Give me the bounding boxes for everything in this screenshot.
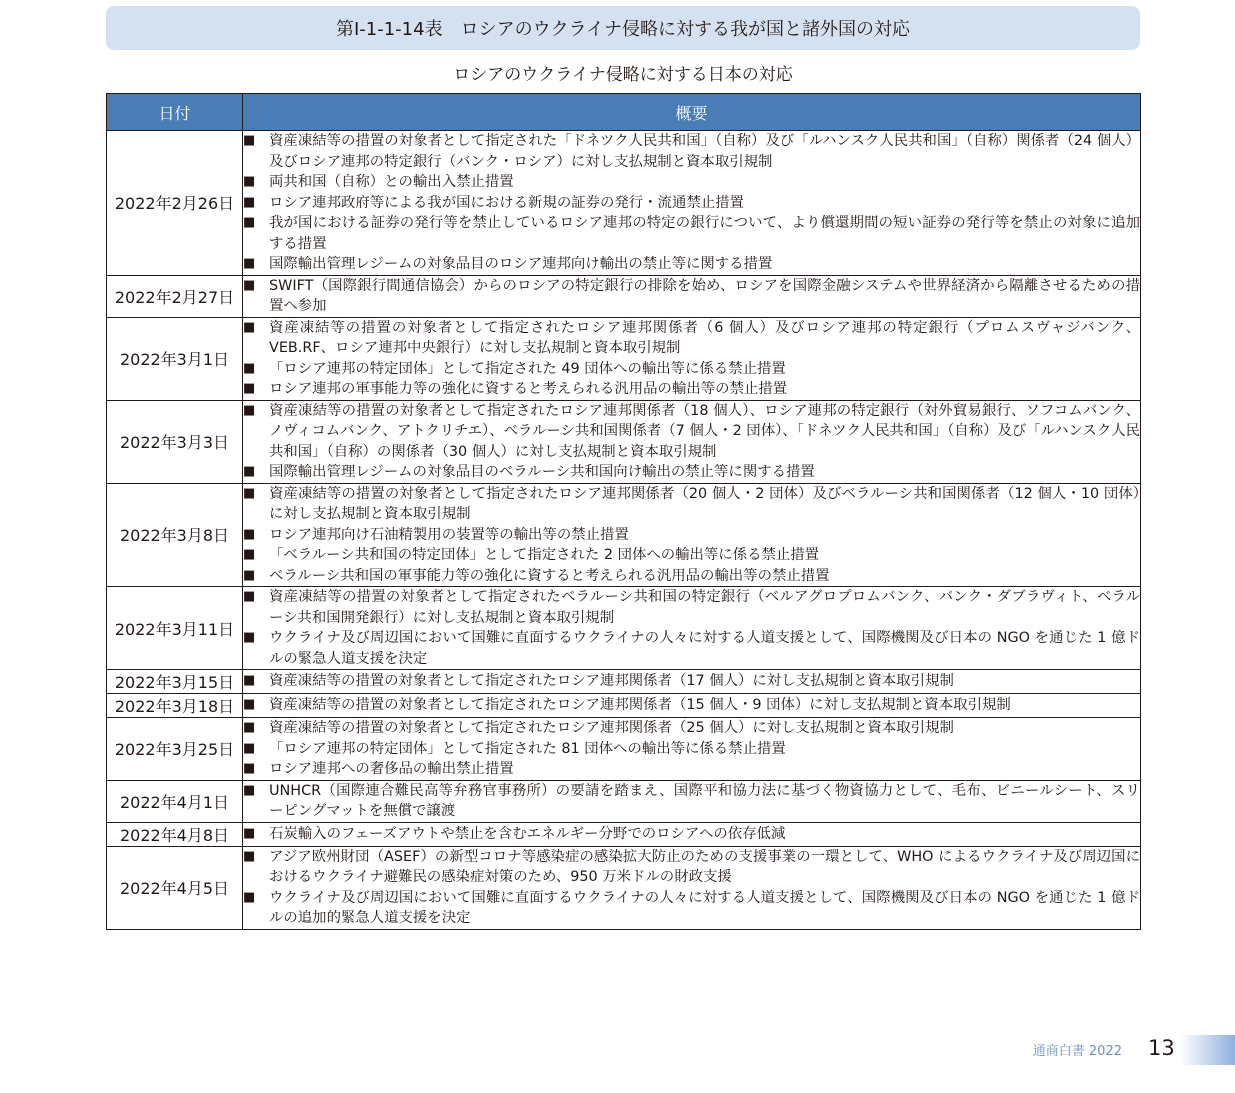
row-date: 2022年4月5日 [107,846,243,929]
summary-item-text: 国際輸出管理レジームの対象品目のロシア連邦向け輸出の禁止等に関する措置 [269,256,773,272]
japan-response-table [106,93,1141,930]
row-summary [243,846,1141,929]
summary-item-text: UNHCR（国際連合難民高等弁務官事務所）の要請を踏まえ、国際平和協力法に基づく物資協力として、毛布、ビニールシート、スリーピングマットを無償で譲渡 [269,782,1140,819]
summary-item [243,462,1140,483]
square-bullet-icon: ■ [243,697,256,713]
square-bullet-icon: ■ [243,174,256,189]
summary-item-text: 「ロシア連邦の特定団体」として指定された 49 団体への輸出等に係る禁止措置 [269,360,786,377]
square-bullet-icon: ■ [243,630,256,645]
table-body [107,131,1141,930]
row-summary [243,275,1141,317]
summary-item [243,525,1140,546]
table-row [107,846,1141,929]
date-column-header: 日付 [107,94,243,131]
square-bullet-icon: ■ [243,464,256,479]
row-summary [243,670,1141,694]
square-bullet-icon: ■ [243,215,256,230]
row-date: 2022年2月27日 [107,275,243,317]
summary-item [243,587,1140,628]
row-summary [243,483,1141,587]
square-bullet-icon: ■ [243,319,256,335]
table-title-banner [106,6,1140,50]
summary-item [243,566,1140,587]
summary-item [243,545,1140,566]
table-row [107,483,1141,587]
summary-item [243,695,1140,716]
summary-item [243,484,1140,525]
summary-item-text: 資産凍結等の措置の対象者として指定されたロシア連邦関係者（18 個人）、ロシア連邦の特定銀行（対外貿易銀行、ソフコムバンク、ノヴィコムバンク、アトクリチエ）、ベラルーシ共和国関係者（7 個人・2 団体）、「ドネツク人民共和国」（自称）及び「ルハンスク人民共和国」（自称）の関係者（30 個人）に対し支払規制と資本取引規制 [269,402,1140,460]
table-row [107,822,1141,846]
row-summary [243,317,1141,400]
summary-item [243,254,1140,275]
square-bullet-icon: ■ [243,889,256,905]
page-number: 13 [1148,1036,1175,1060]
summary-item-text: 資産凍結等の措置の対象者として指定されたロシア連邦関係者（20 個人・2 団体）及びベラルーシ共和国関係者（12 個人・10 団体）に対し支払規制と資本取引規制 [269,485,1140,522]
square-bullet-icon: ■ [243,848,256,864]
square-bullet-icon: ■ [243,526,256,542]
summary-item [243,276,1140,317]
row-date: 2022年3月1日 [107,317,243,400]
summary-item [243,718,1140,739]
square-bullet-icon: ■ [243,720,256,735]
summary-item-text: ウクライナ及び周辺国において国難に直面するウクライナの人々に対する人道支援として、国際機関及び日本の NGO を通じた 1 億ドルの追加的緊急人道支援を決定 [269,889,1140,926]
summary-item [243,379,1140,400]
summary-item [243,213,1140,254]
table-row [107,694,1141,718]
table-row [107,275,1141,317]
summary-item [243,131,1140,172]
row-summary [243,694,1141,718]
row-summary [243,587,1141,670]
row-date: 2022年3月11日 [107,587,243,670]
table-row [107,670,1141,694]
summary-item [243,671,1140,692]
summary-item-text: 「ベラルーシ共和国の特定団体」として指定された 2 団体への輸出等に係る禁止措置 [269,547,820,563]
summary-item-text: アジア欧州財団（ASEF）の新型コロナ等感染症の感染拡大防止のための支援事業の一環として、WHO によるウクライナ及び周辺国におけるウクライナ避難民の感染症対策のため、950 万米ドルの財政支援 [269,848,1140,885]
square-bullet-icon: ■ [243,256,256,271]
table-row [107,400,1141,483]
summary-item-text: 資産凍結等の措置の対象者として指定されたベラルーシ共和国の特定銀行（ベルアグロプロムバンク、バンク・ダブラヴィト、ベラルーシ共和国開発銀行）に対し支払規制と資本取引規制 [269,589,1140,626]
table-row [107,131,1141,276]
row-summary [243,400,1141,483]
square-bullet-icon: ■ [243,673,256,689]
table-title: 第Ⅰ-1-1-14表 ロシアのウクライナ侵略に対する我が国と諸外国の対応 [335,19,911,40]
row-summary [243,131,1141,276]
summary-item-text: ロシア連邦政府等による我が国における新規の証券の発行・流通禁止措置 [269,194,744,211]
summary-item [243,739,1140,760]
summary-item [243,781,1140,822]
summary-item-text: ロシア連邦向け石油精製用の装置等の輸出等の禁止措置 [269,526,629,543]
table-row [107,587,1141,670]
row-date: 2022年3月25日 [107,718,243,781]
summary-item [243,888,1140,929]
summary-item-text: ウクライナ及び周辺国において国難に直面するウクライナの人々に対する人道支援として、国際機関及び日本の NGO を通じた 1 億ドルの緊急人道支援を決定 [269,630,1140,667]
table-row [107,718,1141,781]
row-summary [243,780,1141,822]
page-tab-decoration [1180,1035,1235,1065]
square-bullet-icon: ■ [243,360,256,376]
summary-item-text: 資産凍結等の措置の対象者として指定された「ドネツク人民共和国」（自称）及び「ルハンスク人民共和国」（自称）関係者（24 個人）及びロシア連邦の特定銀行（バンク・ロシア）に対し支払規制と資本取引規制 [269,133,1140,170]
summary-item-text: SWIFT（国際銀行間通信協会）からのロシアの特定銀行の排除を始め、ロシアを国際金融システムや世界経済から隔離させるための措置へ参加 [269,277,1140,314]
row-date: 2022年3月15日 [107,670,243,694]
table-subtitle: ロシアのウクライナ侵略に対する日本の対応 [453,65,793,85]
square-bullet-icon: ■ [243,277,256,293]
summary-item [243,193,1140,214]
summary-item-text: 資産凍結等の措置の対象者として指定されたロシア連邦関係者（6 個人）及びロシア連邦の特定銀行（プロムスヴャジバンク、VEB.RF、ロシア連邦中央銀行）に対し支払規制と資本取引規制 [269,319,1140,356]
summary-item-text: 資産凍結等の措置の対象者として指定されたロシア連邦関係者（17 個人）に対し支払規制と資本取引規制 [269,673,954,690]
row-summary [243,718,1141,781]
summary-item-text: 両共和国（自称）との輸出入禁止措置 [269,174,514,190]
row-date: 2022年4月1日 [107,780,243,822]
summary-item [243,359,1140,380]
row-date: 2022年3月3日 [107,400,243,483]
square-bullet-icon: ■ [243,402,256,418]
summary-item-text: ロシア連邦への奢侈品の輸出禁止措置 [269,761,514,777]
summary-item [243,847,1140,888]
row-summary [243,822,1141,846]
summary-column-header: 概要 [243,94,1141,131]
square-bullet-icon: ■ [243,567,256,583]
square-bullet-icon: ■ [243,485,256,501]
square-bullet-icon: ■ [243,133,256,148]
square-bullet-icon: ■ [243,589,256,604]
row-date: 2022年3月8日 [107,483,243,587]
summary-item-text: 国際輸出管理レジームの対象品目のベラルーシ共和国向け輸出の禁止等に関する措置 [269,464,815,480]
summary-item-text: 我が国における証券の発行等を禁止しているロシア連邦の特定の銀行について、より償還期間の短い証券の発行等を禁止の対象に追加する措置 [269,215,1140,252]
summary-item-text: 資産凍結等の措置の対象者として指定されたロシア連邦関係者（25 個人）に対し支払規制と資本取引規制 [269,720,954,736]
table-row [107,317,1141,400]
summary-item-text: ロシア連邦の軍事能力等の強化に資すると考えられる汎用品の輸出等の禁止措置 [269,381,788,397]
summary-item [243,628,1140,669]
summary-item [243,318,1140,359]
summary-item [243,824,1140,845]
square-bullet-icon: ■ [243,761,256,776]
table-row [107,780,1141,822]
summary-item [243,759,1140,780]
square-bullet-icon: ■ [243,381,256,396]
row-date: 2022年4月8日 [107,822,243,846]
square-bullet-icon: ■ [243,782,256,798]
summary-item-text: 「ロシア連邦の特定団体」として指定された 81 団体への輸出等に係る禁止措置 [269,740,786,757]
square-bullet-icon: ■ [243,194,256,210]
square-bullet-icon: ■ [243,825,256,841]
row-date: 2022年3月18日 [107,694,243,718]
summary-item-text: ベラルーシ共和国の軍事能力等の強化に資すると考えられる汎用品の輸出等の禁止措置 [269,567,830,584]
square-bullet-icon: ■ [243,740,256,756]
row-date: 2022年2月26日 [107,131,243,276]
summary-item [243,401,1140,463]
table-header-row [107,94,1141,131]
summary-item-text: 石炭輸入のフェーズアウトや禁止を含むエネルギー分野でのロシアへの依存低減 [269,825,786,842]
summary-item [243,172,1140,193]
publication-label: 通商白書 2022 [1032,1044,1122,1059]
summary-item-text: 資産凍結等の措置の対象者として指定されたロシア連邦関係者（15 個人・9 団体）に対し支払規制と資本取引規制 [269,697,1011,714]
square-bullet-icon: ■ [243,547,256,562]
